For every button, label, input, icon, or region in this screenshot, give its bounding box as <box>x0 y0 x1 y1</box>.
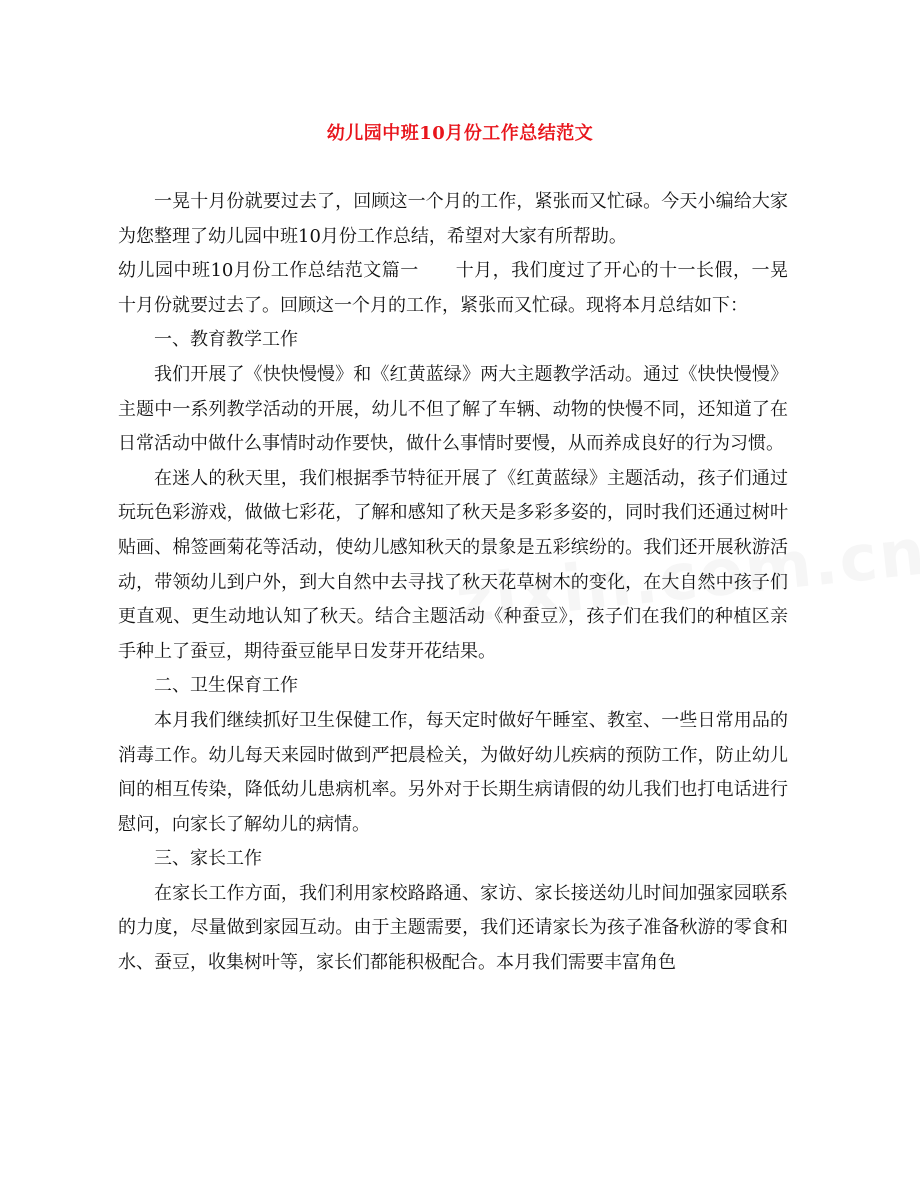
hygiene-paragraph: 本月我们继续抓好卫生保健工作，每天定时做好午睡室、教室、一些日常用品的消毒工作。幼儿每天来园时做到严把晨检关，为做好幼儿疾病的预防工作，防止幼儿间的相互传染，降低幼儿患病机率。另外对于长期生病请假的幼儿我们也打电话进行慰问，向家长了解幼儿的病情。 <box>118 709 788 835</box>
section-heading-parents: 三、家长工作 <box>154 848 262 870</box>
document-title: 幼儿园中班10月份工作总结范文 <box>326 123 594 144</box>
section-heading-education: 一、教育教学工作 <box>154 329 298 351</box>
section-intro-paragraph: 幼儿园中班10月份工作总结范文篇一 十月，我们度过了开心的十一长假，一晃十月份就要过去了。回顾这一个月的工作，紧张而又忙碌。现将本月总结如下： <box>118 260 788 316</box>
parents-paragraph: 在家长工作方面，我们利用家校路路通、家访、家长接送幼儿时间加强家园联系的力度，尽量做到家园互动。由于主题需要，我们还请家长为孩子准备秋游的零食和水、蚕豆，收集树叶等，家长们都能积极配合。本月我们需要丰富角色 <box>118 882 788 974</box>
section-heading-hygiene: 二、卫生保育工作 <box>154 675 298 697</box>
document-body <box>118 185 788 981</box>
education-paragraph-1: 我们开展了《快快慢慢》和《红黄蓝绿》两大主题教学活动。通过《快快慢慢》主题中一系列教学活动的开展，幼儿不但了解了车辆、动物的快慢不同，还知道了在日常活动中做什么事情时动作要快，做什么事情时要慢，从而养成良好的行为习惯。 <box>118 363 788 455</box>
education-paragraph-2: 在迷人的秋天里，我们根据季节特征开展了《红黄蓝绿》主题活动，孩子们通过玩玩色彩游戏，做做七彩花，了解和感知了秋天是多彩多姿的，同时我们还通过树叶贴画、棉签画菊花等活动，使幼儿感知秋天的景象是五彩缤纷的。我们还开展秋游活动，带领幼儿到户外，到大自然中去寻找了秋天花草树木的变化，在大自然中孩子们更直观、更生动地认知了秋天。结合主题活动《种蚕豆》，孩子们在我们的种植区亲手种上了蚕豆，期待蚕豆能早日发芽开花结果。 <box>118 467 788 662</box>
intro-paragraph: 一晃十月份就要过去了，回顾这一个月的工作，紧张而又忙碌。今天小编给大家为您整理了幼儿园中班10月份工作总结，希望对大家有所帮助。 <box>118 191 788 247</box>
